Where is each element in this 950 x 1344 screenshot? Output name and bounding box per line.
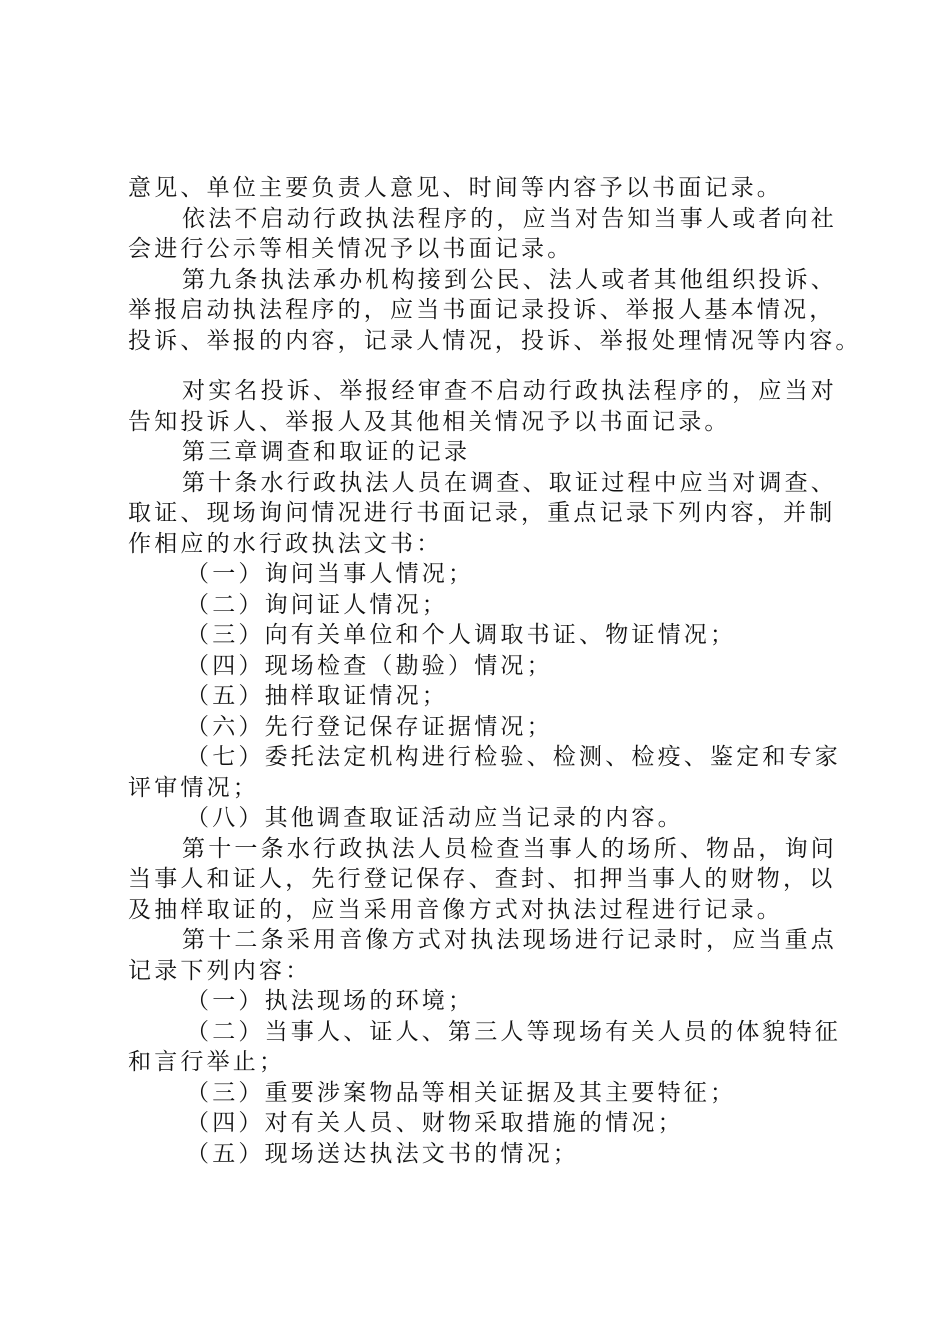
text-line: 第十条水行政执法人员在调查、取证过程中应当对调查、 [182, 469, 837, 496]
list-item: （一）询问当事人情况； [186, 561, 475, 587]
text-line: 依法不启动行政执法程序的，应当对告知当事人或者向社 [182, 205, 837, 232]
list-item: （四）现场检查（勘验）情况； [186, 652, 553, 679]
document-body [128, 173, 862, 1169]
list-item: （四）对有关人员、财物采取措施的情况； [186, 1110, 684, 1136]
text-line: 举报启动执法程序的，应当书面记录投诉、举报人基本情况， [128, 297, 836, 323]
list-item: （一）执法现场的环境； [186, 988, 475, 1014]
text-line: 对实名投诉、举报经审查不启动行政执法程序的，应当对 [182, 378, 837, 404]
text-line: 会进行公示等相关情况予以书面记录。 [128, 236, 574, 262]
list-item: （六）先行登记保存证据情况； [186, 713, 553, 740]
list-item: （八）其他调查取证活动应当记录的内容。 [186, 805, 684, 831]
text-line: 投诉、举报的内容，记录人情况，投诉、举报处理情况等内容。 [128, 327, 862, 354]
text-line: 记录下列内容： [128, 957, 312, 984]
text-line: 意见、单位主要负责人意见、时间等内容予以书面记录。 [128, 175, 783, 201]
text-line: 取证、现场询问情况进行书面记录，重点记录下列内容，并制 [128, 500, 836, 526]
paragraph-gap [128, 356, 840, 376]
list-item: （五）抽样取证情况； [186, 683, 448, 709]
text-line: 第十一条水行政执法人员检查当事人的场所、物品，询问 [182, 835, 837, 862]
text-line: 评审情况； [128, 774, 259, 801]
text-line: 和言行举止； [128, 1049, 286, 1075]
list-item: （五）现场送达执法文书的情况； [186, 1140, 579, 1167]
text-line: 及抽样取证的，应当采用音像方式对执法过程进行记录。 [128, 896, 783, 923]
list-item: （二）询问证人情况； [186, 591, 448, 618]
text-line: 作相应的水行政执法文书： [128, 530, 443, 557]
chapter-heading: 第三章调查和取证的记录 [182, 439, 471, 465]
text-line: 告知投诉人、举报人及其他相关情况予以书面记录。 [128, 408, 731, 435]
text-line: 当事人和证人，先行登记保存、查封、扣押当事人的财物，以 [128, 866, 836, 892]
list-item: （三）重要涉案物品等相关证据及其主要特征； [186, 1079, 737, 1106]
text-line: 第十二条采用音像方式对执法现场进行记录时，应当重点 [182, 927, 837, 953]
list-item: （七）委托法定机构进行检验、检测、检疫、鉴定和专家 [186, 744, 841, 770]
list-item: （二）当事人、证人、第三人等现场有关人员的体貌特征 [186, 1018, 841, 1045]
text-line: 第九条执法承办机构接到公民、法人或者其他组织投诉、 [182, 266, 837, 293]
list-item: （三）向有关单位和个人调取书证、物证情况； [186, 622, 737, 648]
